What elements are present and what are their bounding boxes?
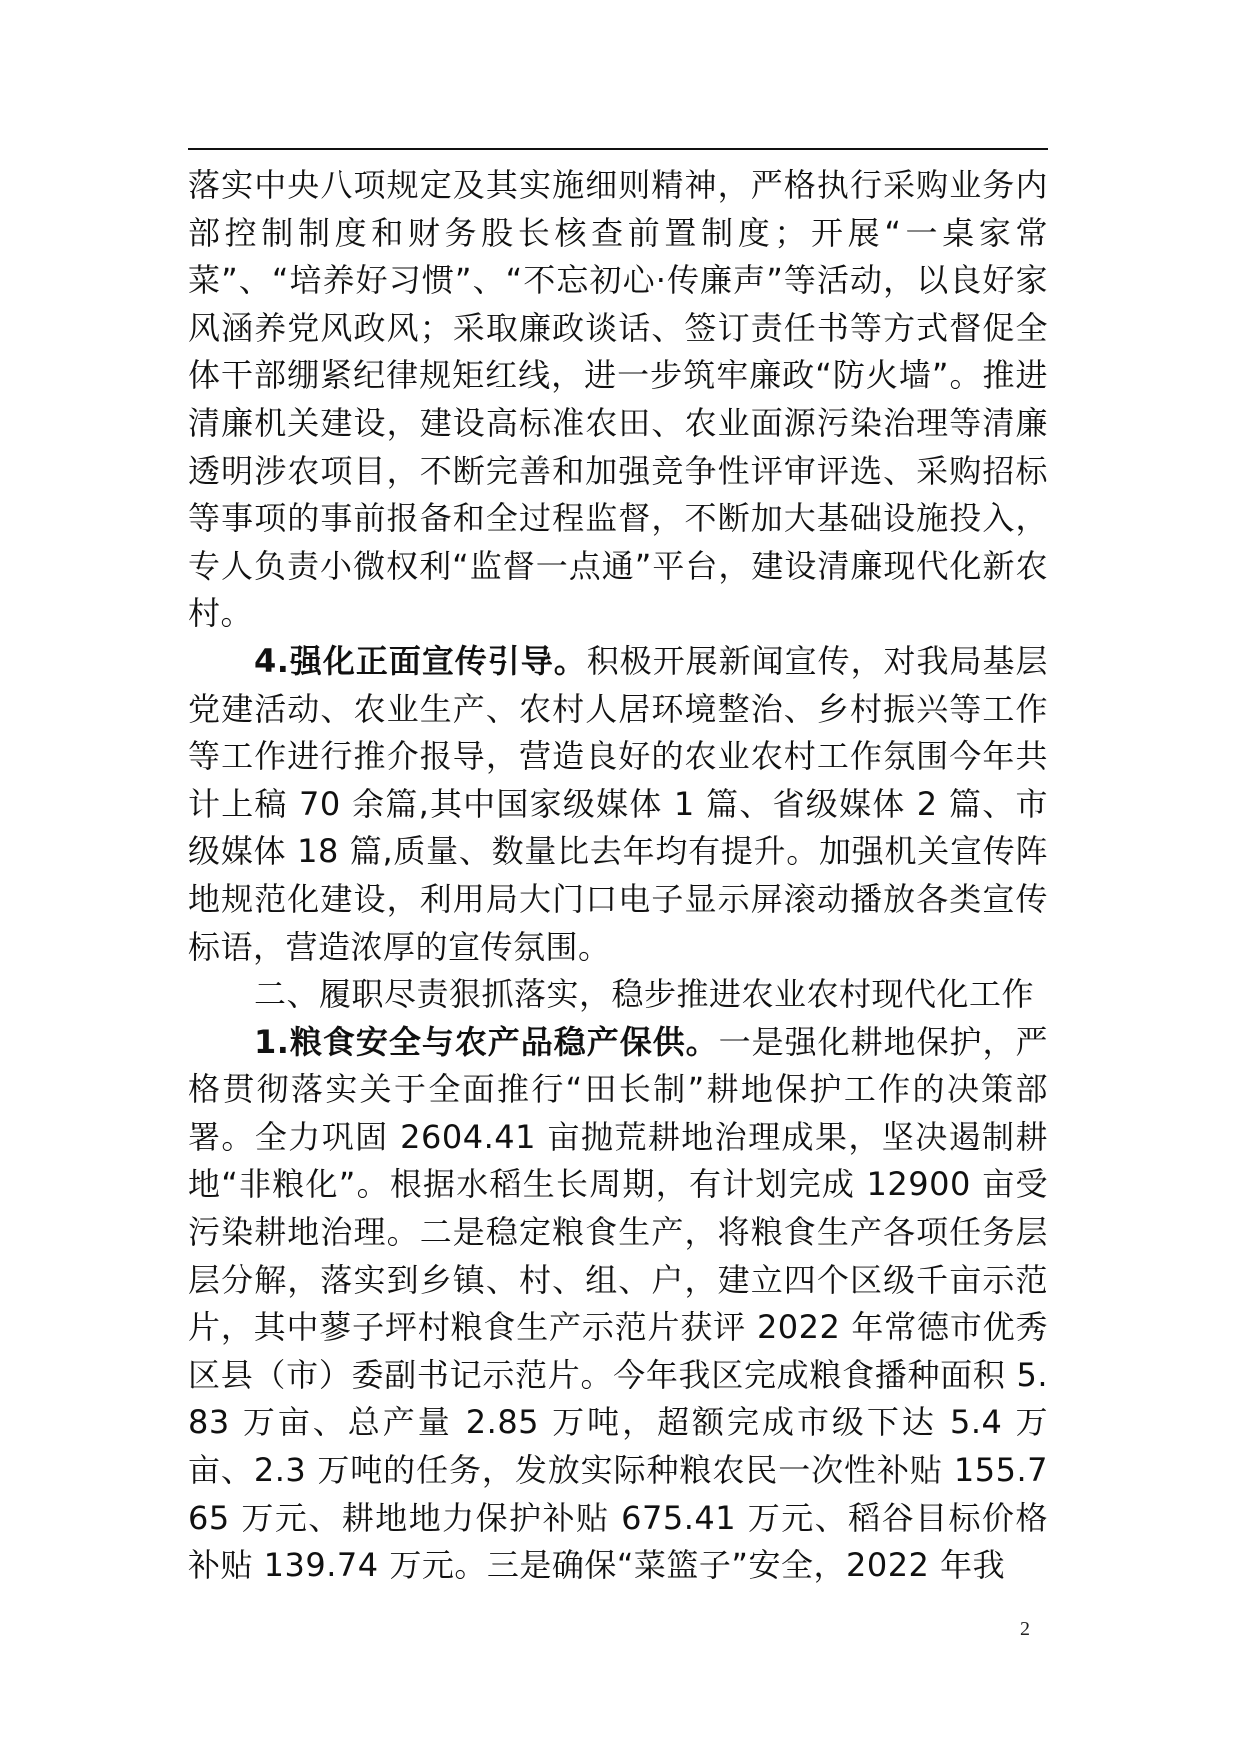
paragraph-2: [188, 638, 1048, 971]
page-number: 2: [1020, 1618, 1030, 1640]
section-heading-2: [188, 971, 1048, 1019]
paragraph-4-heading: 1.粮食安全与农产品稳产保供。: [254, 1022, 719, 1061]
paragraph-2-text: 积极开展新闻宣传，对我局基层党建活动、农业生产、农村人居环境整治、乡村振兴等工作等工作进行推介报导，营造良好的农业农村工作氛围今年共计上稿 70 余篇,其中国家级媒体 1 篇、省级媒体 2 篇、市级媒体 18 篇,质量、数量比去年均有提升。加强机关宣传阵地规范化建设，利用局大门口电子显示屏滚动播放各类宣传标语，营造浓厚的宣传氛围。: [188, 641, 1048, 966]
header-rule: [188, 148, 1048, 150]
paragraph-1: [188, 162, 1048, 638]
paragraph-4: [188, 1019, 1048, 1590]
paragraph-1-text: 落实中央八项规定及其实施细则精神，严格执行采购业务内部控制制度和财务股长核查前置制度；开展“一桌家常菜”、“培养好习惯”、“不忘初心·传廉声”等活动，以良好家风涵养党风政风；采取廉政谈话、签订责任书等方式督促全体干部绷紧纪律规矩红线，进一步筑牢廉政“防火墙”。推进清廉机关建设，建设高标准农田、农业面源污染治理等清廉透明涉农项目，不断完善和加强竞争性评审评选、采购招标等事项的事前报备和全过程监督，不断加大基础设施投入，专人负责小微权利“监督一点通”平台，建设清廉现代化新农村。: [188, 166, 1048, 633]
section-heading-2-text: 二、履职尽责狠抓落实，稳步推进农业农村现代化工作: [254, 975, 1035, 1014]
paragraph-2-heading: 4.强化正面宣传引导。: [254, 641, 587, 680]
document-body: [188, 162, 1048, 1590]
paragraph-4-text: 一是强化耕地保护，严格贯彻落实关于全面推行“田长制”耕地保护工作的决策部署。全力巩固 2604.41 亩抛荒耕地治理成果，坚决遏制耕地“非粮化”。根据水稻生长周期，有计划完成 12900 亩受污染耕地治理。二是稳定粮食生产，将粮食生产各项任务层层分解，落实到乡镇、村、组、户，建立四个区级千亩示范片，其中蓼子坪村粮食生产示范片获评 2022 年常德市优秀区县（市）委副书记示范片。今年我区完成粮食播种面积 5.83 万亩、总产量 2.85 万吨，超额完成市级下达 5.4 万亩、2.3 万吨的任务，发放实际种粮农民一次性补贴 155.765 万元、耕地地力保护补贴 675.41 万元、稻谷目标价格补贴 139.74 万元。三是确保“菜篮子”安全，2022 年我: [188, 1022, 1048, 1585]
